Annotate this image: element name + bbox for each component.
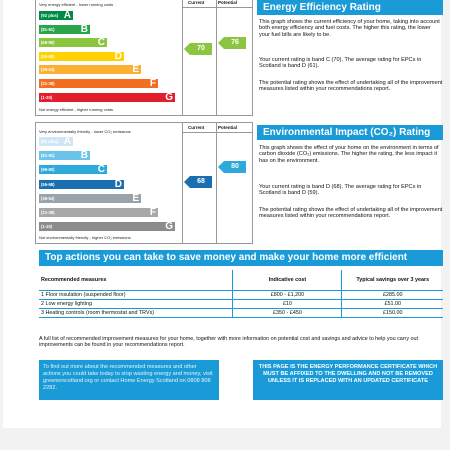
band-letter: E: [132, 192, 139, 204]
energy-col-current: Current: [188, 0, 205, 5]
table-row: [39, 291, 443, 300]
cost-cell: £350 - £450: [233, 309, 342, 318]
env-potential-rating: 80: [224, 161, 246, 173]
band-d: [39, 52, 124, 61]
recommendations-table: [39, 270, 443, 318]
band-e: [39, 65, 141, 74]
environmental-impact-text-3: The potential rating shows the effect of undertaking all of the improvement measures listed within your recommendations report.: [259, 207, 443, 220]
band-range: (81-91): [41, 26, 55, 32]
saving-cell: £285.00: [342, 291, 443, 300]
environmental-impact-text-1: This graph shows the effect of your home on the environment in terms of carbon dioxide (CO₂) emissions. The higher the rating, the less impact it has on the environment.: [259, 145, 439, 164]
band-range: (55-68): [41, 181, 55, 187]
energy-chart-bottom-label: Not energy efficient - higher running costs: [39, 107, 113, 112]
certificate-notice-box: THIS PAGE IS THE ENERGY PERFORMANCE CERTIFICATE WHICH MUST BE AFFIXED TO THE DWELLING AND NOT BE REMOVED UNLESS IT IS REPLACED WITH AN UPDATED CERTIFICATE: [253, 360, 443, 400]
energy-col-divider-1: [182, 0, 183, 115]
band-letter: E: [132, 64, 139, 76]
band-range: (1-20): [41, 224, 53, 230]
band-letter: B: [80, 150, 88, 162]
band-letter: B: [80, 23, 88, 35]
epc-page: [3, 0, 441, 428]
cost-cell: £800 - £1,200: [233, 291, 342, 300]
band-a: [39, 11, 73, 20]
env-chart-top-label: Very environmentally friendly - lower CO₂ emissions: [39, 129, 131, 134]
energy-col-divider-2: [216, 0, 217, 115]
saving-cell: £150.00: [342, 309, 443, 318]
band-letter: F: [149, 78, 156, 89]
energy-header-rule: [182, 7, 252, 8]
band-a: [39, 137, 73, 146]
band-range: (55-68): [41, 53, 55, 59]
energy-efficiency-heading: Energy Efficiency Rating: [257, 0, 443, 15]
energy-efficiency-text-1: This graph shows the current efficiency of your home, taking into account both energy efficiency and fuel costs. The higher this rating, the lower your fuel bills are likely to be.: [259, 19, 440, 38]
energy-current-rating: 70: [190, 43, 212, 55]
band-d: [39, 180, 124, 189]
band-f: [39, 79, 158, 88]
band-letter: C: [97, 164, 105, 176]
cost-cell: £10: [233, 300, 342, 309]
band-c: [39, 165, 107, 174]
env-col-divider-1: [182, 123, 183, 243]
env-col-divider-2: [216, 123, 217, 243]
env-chart-bottom-label: Not environmentally friendly - higher CO₂ emissions: [39, 235, 131, 240]
header-cost: Indicative cost: [233, 270, 342, 291]
energy-chart-top-label: Very energy efficient - lower running costs: [39, 2, 114, 7]
band-g: [39, 222, 175, 231]
band-letter: D: [114, 50, 122, 62]
band-range: (69-80): [41, 167, 55, 173]
energy-efficiency-text-2: Your current rating is band C (70). The average rating for EPCs in Scotland is band D (61).: [259, 57, 422, 70]
band-c: [39, 38, 107, 47]
table-row: [39, 309, 443, 318]
environmental-impact-text-2: Your current rating is band D (68). The average rating for EPCs in Scotland is band D (59).: [259, 184, 422, 197]
header-savings: Typical savings over 3 years: [342, 270, 443, 291]
header-measures: Recommended measures: [39, 270, 233, 291]
band-e: [39, 194, 141, 203]
energy-efficiency-text-3: The potential rating shows the effect of undertaking all of the improvement measures listed within your recommendations report.: [259, 80, 443, 93]
band-letter: A: [63, 136, 71, 147]
band-range: (39-54): [41, 67, 55, 73]
env-current-rating: 68: [190, 176, 212, 188]
band-letter: C: [97, 37, 105, 49]
band-range: (39-54): [41, 195, 55, 201]
band-range: (1-20): [41, 94, 53, 100]
band-letter: G: [165, 221, 173, 233]
measure-cell: 2 Low energy lighting: [39, 300, 233, 309]
band-b: [39, 25, 90, 34]
band-letter: D: [114, 178, 122, 190]
env-col-current: Current: [188, 125, 205, 130]
band-range: (69-80): [41, 40, 55, 46]
band-f: [39, 208, 158, 217]
env-col-potential: Potential: [218, 125, 238, 130]
energy-efficiency-chart: [35, 0, 253, 116]
env-header-rule: [182, 132, 252, 133]
band-letter: A: [63, 10, 71, 21]
environmental-impact-chart: [35, 122, 253, 244]
band-range: (81-91): [41, 153, 55, 159]
environmental-impact-heading: Environmental Impact (CO₂) Rating: [257, 125, 443, 140]
band-range: (21-38): [41, 210, 55, 215]
band-letter: G: [165, 91, 173, 103]
more-info-box: To find out more about the recommended measures and other actions you could take today to stop wasting energy and money, visit greenerscotland.org or contact Home Energy Scotland on 0808 808 2282.: [39, 360, 219, 400]
band-letter: F: [149, 207, 156, 218]
energy-col-potential: Potential: [218, 0, 238, 5]
measure-cell: 1 Floor insulation (suspended floor): [39, 291, 233, 300]
measure-cell: 3 Heating controls (room thermostat and TRVs): [39, 309, 233, 318]
band-range: (21-38): [41, 81, 55, 86]
top-actions-footnote: A full list of recommended improvement measures for your home, together with more information on potential cost and savings and advice to help you carry out improvements can be found in your recommendations report.: [39, 336, 419, 349]
band-range: (92 plus): [41, 139, 59, 144]
band-b: [39, 151, 90, 160]
band-range: (92 plus): [41, 13, 59, 18]
top-actions-heading: Top actions you can take to save money and make your home more efficient: [39, 250, 443, 266]
table-header-row: [39, 270, 443, 291]
energy-potential-rating: 76: [224, 37, 246, 49]
band-g: [39, 93, 175, 102]
table-row: [39, 300, 443, 309]
saving-cell: £51.00: [342, 300, 443, 309]
